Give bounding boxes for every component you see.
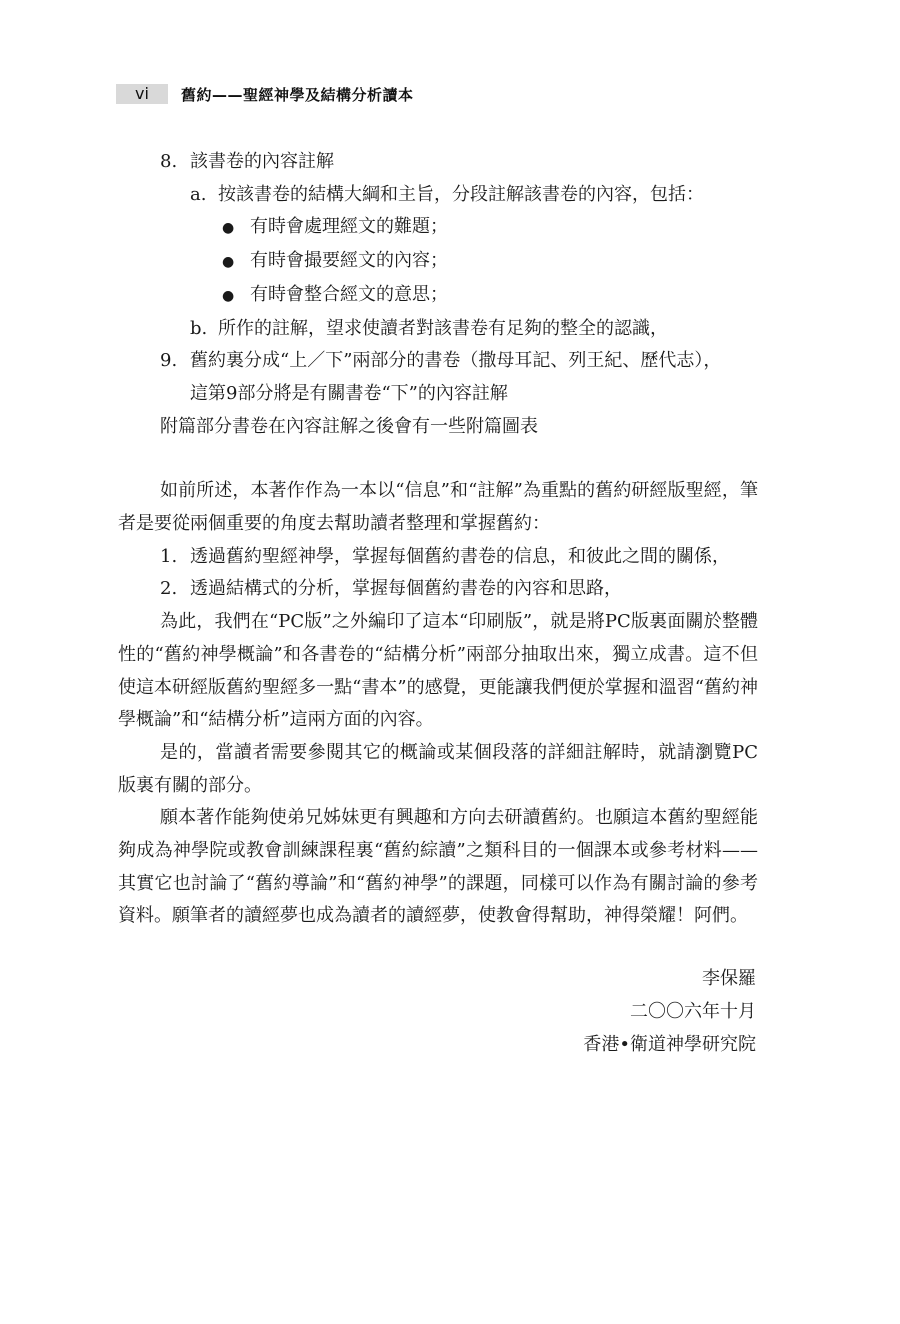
bullet-item (118, 211, 758, 245)
list-item-8a (118, 179, 758, 212)
list-item-text: 按該書卷的結構大綱和主旨，分段註解該書卷的內容，包括： (218, 183, 704, 205)
list-item-9 (118, 345, 758, 378)
bullet-icon: ● (222, 220, 235, 237)
list-item-text: 所作的註解，望求使讀者對該書卷有足夠的整全的認識， (218, 317, 668, 339)
list-item-text: 該書卷的內容註解 (190, 151, 334, 172)
point-text: 透過舊約聖經神學，掌握每個舊約書卷的信息，和彼此之間的關係， (190, 545, 730, 567)
list-marker: 8. (160, 151, 178, 172)
paragraph: 是的，當讀者需要參閱其它的概論或某個段落的詳細註解時，就請瀏覽PC版裏有關的部分。 (118, 741, 758, 796)
bullet-text: 有時會撮要經文的內容； (250, 250, 448, 272)
list-item-8 (118, 146, 758, 179)
paragraph: 為此，我們在“PC版”之外編印了這本“印刷版”，就是將PC版裏面關於整體性的“舊約神學概論”和各書卷的“結構分析”兩部分抽取出來，獨立成書。這不但使這本研經版舊約聖經多一點“書本”的感覺，更能讓我們便於掌握和溫習“舊約神學概論”和“結構分析”這兩方面的內容。 (118, 611, 758, 731)
list-marker: 9. (160, 350, 178, 372)
signature-author: 李保羅 (702, 968, 756, 990)
signature-date: 二〇〇六年十月 (630, 1000, 756, 1022)
appendix-note: 附篇部分書卷在內容註解之後會有一些附篇圖表 (160, 415, 538, 437)
page-number: vi (116, 84, 168, 104)
page-content (118, 146, 758, 1061)
list-marker: 2. (160, 578, 178, 600)
bullet-text: 有時會處理經文的難題； (250, 216, 448, 238)
point-text: 透過結構式的分析，掌握每個舊約書卷的內容和思路， (190, 578, 622, 600)
bullet-text: 有時會整合經文的意思； (250, 283, 448, 305)
bullet-icon: ● (222, 287, 235, 304)
numbered-point (118, 541, 758, 574)
list-item-9-continued: 這第9部分將是有關書卷“下”的內容註解 (190, 382, 508, 404)
list-item-text: 舊約裏分成“上／下”兩部分的書卷（撒母耳記、列王紀、歷代志）， (190, 350, 722, 372)
numbered-point (118, 573, 758, 606)
paragraph: 願本著作能夠使弟兄姊妹更有興趣和方向去研讀舊約。也願這本舊約聖經能夠成為神學院或教會訓練課程裏“舊約綜讀”之類科目的一個課本或參考材料——其實它也討論了“舊約導論”和“舊約神學”的課題，同樣可以作為有關討論的參考資料。願筆者的讀經夢也成為讀者的讀經夢，使教會得幫助，神得榮耀！阿們。 (118, 807, 758, 927)
list-marker: 1. (160, 545, 178, 567)
list-marker: b. (190, 317, 208, 339)
page-header (116, 83, 414, 105)
running-title: 舊約——聖經神學及結構分析讀本 (181, 85, 414, 104)
paragraph: 如前所述，本著作作為一本以“信息”和“註解”為重點的舊約研經版聖經，筆者是要從兩個重要的角度去幫助讀者整理和掌握舊約： (118, 480, 758, 535)
bullet-item (118, 245, 758, 279)
bullet-icon: ● (222, 254, 235, 271)
signature-place: 香港•衛道神學研究院 (583, 1033, 756, 1055)
bullet-item (118, 279, 758, 313)
list-item-8b (118, 313, 758, 346)
list-marker: a. (190, 183, 207, 205)
